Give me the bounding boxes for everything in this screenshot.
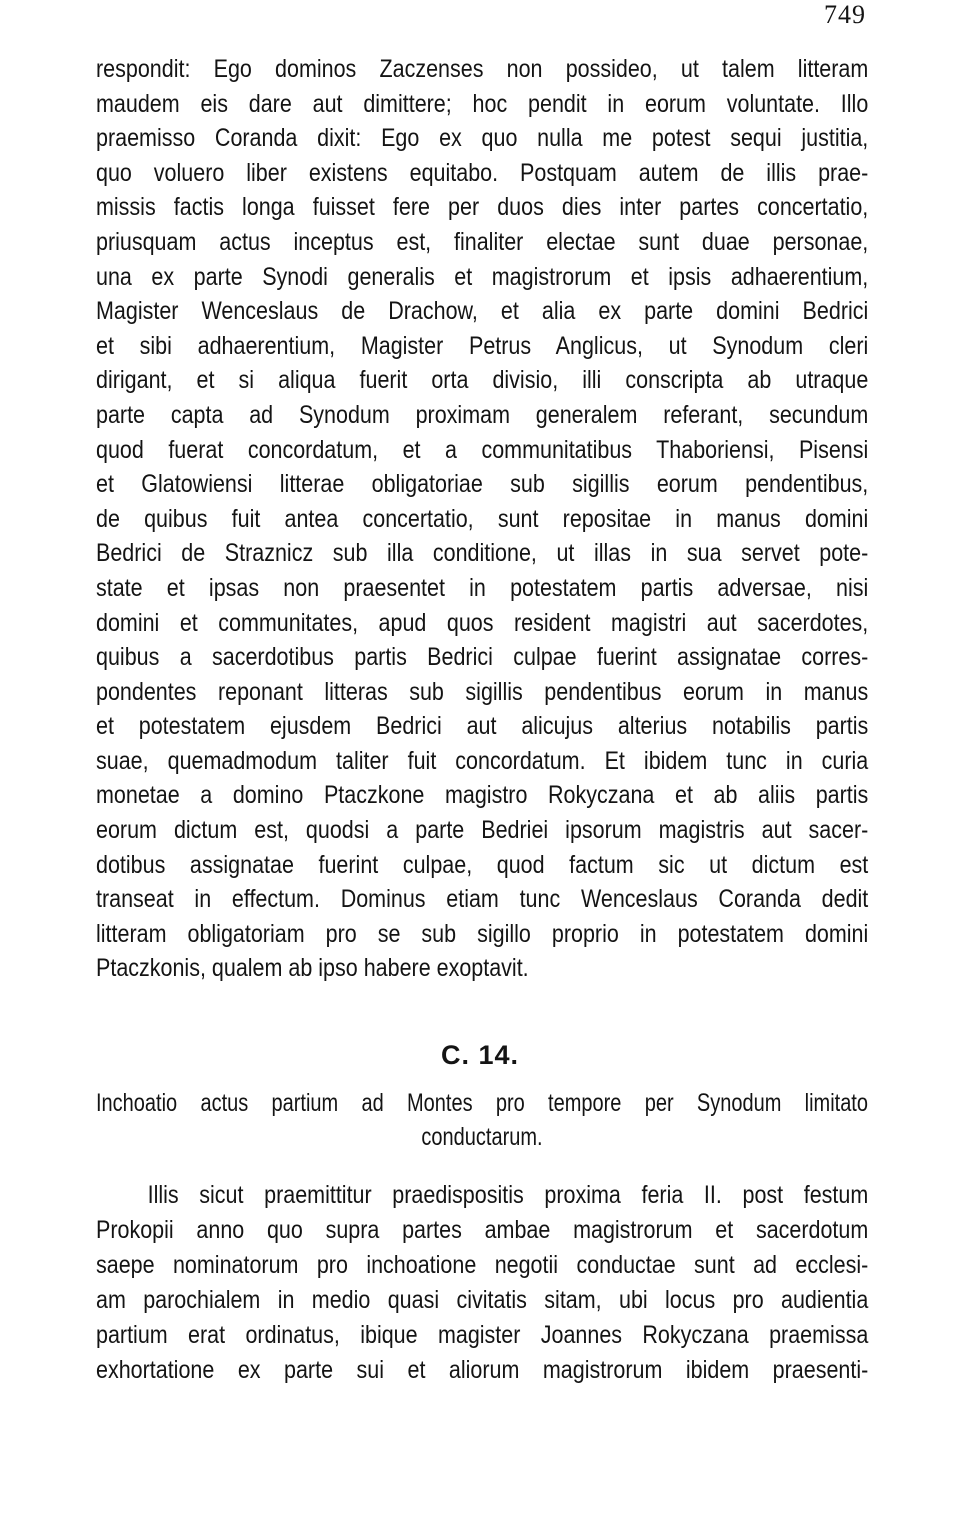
chapter-heading: C. 14.	[440, 1040, 520, 1070]
text-line: monetae a domino Ptaczkone magistro Rokyczana et ab aliis partis	[96, 781, 869, 810]
text-line: pondentes reponant litteras sub sigillis pendentibus eorum in manus	[96, 677, 869, 706]
text-line: transeat in effectum. Dominus etiam tunc Wenceslaus Coranda dedit	[96, 885, 869, 914]
text-line: suae, quemadmodum taliter fuit concordatum. Et ibidem tunc in curia	[96, 746, 869, 775]
text-line: Prokopii anno quo supra partes ambae magistrorum et sacerdotum	[96, 1216, 869, 1244]
text-line: et potestatem ejusdem Bedrici aut alicujus alterius notabilis partis	[96, 712, 869, 741]
paragraph-continued	[96, 52, 868, 986]
text-line: et sibi adhaerentium, Magister Petrus Anglicus, ut Synodum cleri	[96, 331, 869, 360]
text-line: respondit: Ego dominos Zaczenses non possideo, ut talem litteram	[96, 55, 869, 83]
page-number: 749	[824, 0, 866, 29]
text-line: partium erat ordinatus, ibique magister Joannes Rokyczana praemissa	[96, 1321, 869, 1349]
text-line: Ptaczkonis, qualem ab ipso habere exoptavit.	[96, 954, 529, 983]
text-line: quod fuerat concordatum, et a communitatibus Thaboriensi, Pisensi	[96, 435, 869, 464]
text-line: praemisso Coranda dixit: Ego ex quo nulla me potest sequi justitia,	[96, 124, 869, 153]
text-line: dotibus assignatae fuerint culpae, quod factum sic ut dictum est	[96, 850, 869, 879]
text-line: Bedrici de Straznicz sub illa conditione, ut illas in sua servet pote-	[96, 539, 869, 568]
text-line: priusquam actus inceptus est, finaliter electae sunt duae personae,	[96, 227, 869, 256]
chapter-paragraph	[96, 1178, 868, 1388]
text-line: litteram obligatoriam pro se sub sigillo proprio in potestatem domini	[96, 919, 869, 948]
text-line: state et ipsas non praesentet in potestatem partis adversae, nisi	[96, 573, 869, 602]
text-line: Magister Wenceslaus de Drachow, et alia ex parte domini Bedrici	[96, 297, 869, 326]
text-line: maudem eis dare aut dimittere; hoc pendit in eorum voluntate. Illo	[96, 89, 869, 118]
text-line: de quibus fuit antea concertatio, sunt repositae in manus domini	[96, 504, 869, 533]
chapter-title-line: conductarum.	[421, 1123, 543, 1151]
text-line: domini et communitates, apud quos resident magistri aut sacerdotes,	[96, 608, 869, 637]
text-line: exhortatione ex parte sui et aliorum magistrorum ibidem praesenti-	[96, 1356, 869, 1384]
text-line: quo voluero liber existens equitabo. Postquam autem de illis prae-	[96, 158, 869, 187]
text-line: saepe nominatorum pro inchoatione negotii conductae sunt ad ecclesi-	[96, 1251, 869, 1279]
text-line: parte capta ad Synodum proximam generalem referant, secundum	[96, 400, 869, 429]
text-line: et Glatowiensi litterae obligatoriae sub sigillis eorum pendentibus,	[96, 470, 869, 499]
text-line: una ex parte Synodi generalis et magistrorum et ipsis adhaerentium,	[96, 262, 869, 291]
text-line: am parochialem in medio quasi civitatis sitam, ubi locus pro audientia	[96, 1286, 869, 1314]
text-line: eorum dictum est, quodsi a parte Bedriei ipsorum magistris aut sacer-	[96, 816, 869, 845]
text-line: quibus a sacerdotibus partis Bedrici culpae fuerint assignatae corres-	[96, 643, 869, 672]
text-line: missis factis longa fuisset fere per duos dies inter partes concertatio,	[96, 193, 869, 222]
text-line: Illis sicut praemittitur praedispositis proxima feria II. post festum	[147, 1181, 869, 1209]
text-line: dirigant, et si aliqua fuerit orta divisio, illi conscripta ab utraque	[96, 366, 869, 395]
chapter-title	[96, 1086, 868, 1154]
chapter-title-line: Inchoatio actus partium ad Montes pro tempore per Synodum limitato	[96, 1089, 868, 1117]
